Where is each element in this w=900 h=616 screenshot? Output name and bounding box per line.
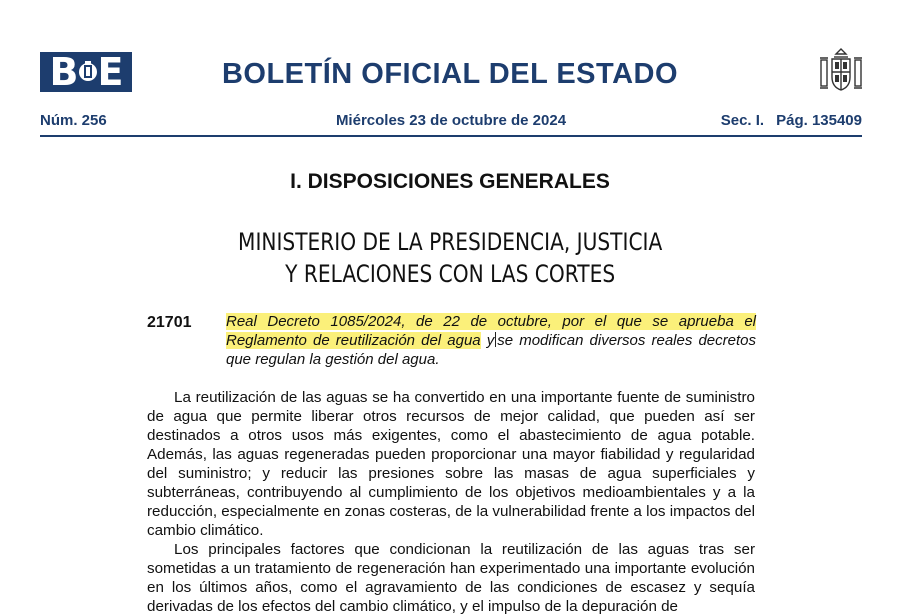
page-number: Pág. 135409 [776,112,862,129]
boe-logo-b: B [49,50,78,94]
summary-text-post: se modifican diversos reales decretos que regulan la gestión del agua. [226,332,756,368]
issue-number: Núm. 256 [40,112,107,129]
ministry-line-1: MINISTERIO DE LA PRESIDENCIA, JUSTICIA [238,228,663,256]
summary-text-pre: y [486,332,495,349]
section-label: Sec. I. [720,112,765,129]
section-title: I. DISPOSICIONES GENERALES [290,170,610,193]
body-text [147,388,755,616]
header-rule [40,135,862,137]
issue-date: Miércoles 23 de octubre de 2024 [335,112,567,129]
document-number: 21701 [147,314,192,331]
bulletin-title: BOLETÍN OFICIAL DEL ESTADO [221,58,679,90]
ministry-heading [72,226,828,290]
ministry-line-2: Y RELACIONES CON LAS CORTES [285,260,616,288]
paragraph: La reutilización de las aguas se ha convertido en una importante fuente de suministro de agua que permite liberar otros recursos de mejor calidad, que pueden así ser destinados a otros usos más exigentes, como el abastecimiento de agua potable. Además, las aguas regeneradas pueden proporcionar una mayor fiabilidad y regularidad del suministro; y reducir las presiones sobre las masas de agua superficiales y subterráneas, contribuyendo al cumplimiento de los objetivos medioambientales y a la reducción, especialmente en zonas costeras, de la vulnerabilidad frente a los impactos del cambio climático. [147,389,755,539]
highlighted-text[interactable]: Real Decreto 1085/2024, de 22 de octubre, por el que se aprueba el Reglamento de reutilización del agua [226,313,756,349]
boe-logo-e: E [97,50,123,94]
paragraph: Los principales factores que condicionan la reutilización de las aguas tras ser sometidas a un tratamiento de regeneración han experimentado una importante evolución en los últimos años, como el agravamiento de las condiciones de escasez y sequía derivadas de los efectos del cambio climático, y el impulso de la depuración de [147,541,755,615]
meta-row [40,112,862,132]
coat-of-arms-icon [818,46,864,96]
document-summary[interactable] [226,312,756,369]
section-page [721,112,862,129]
